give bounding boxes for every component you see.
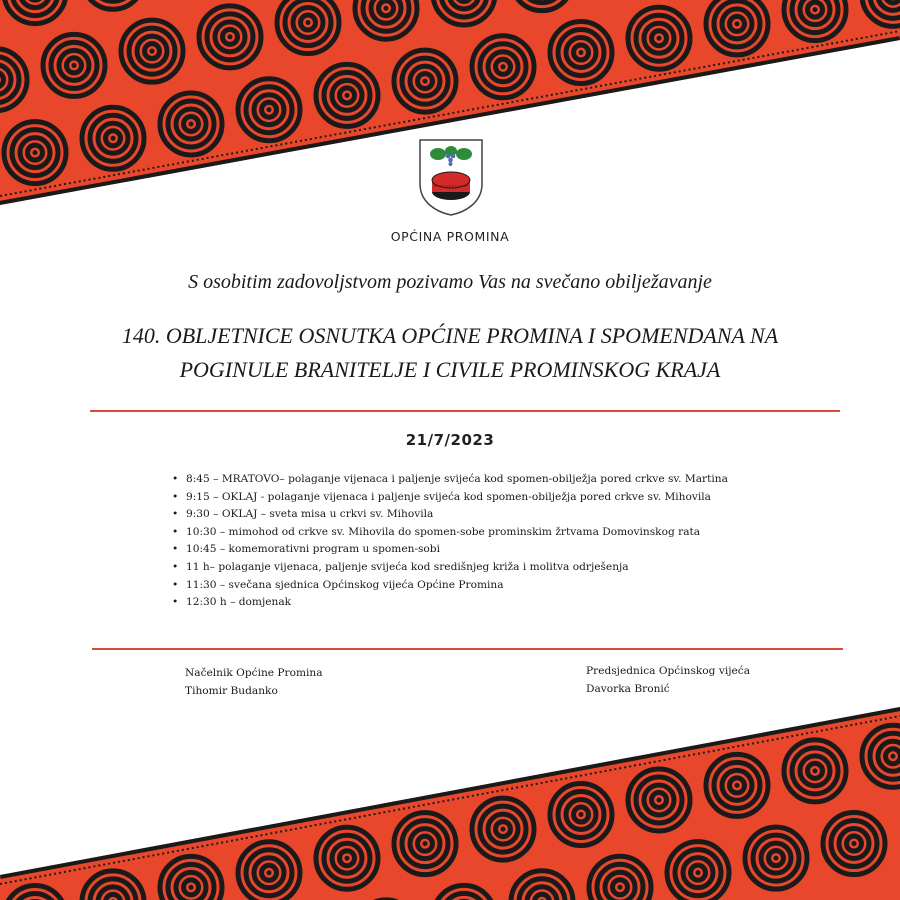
spiral-ornament bbox=[160, 856, 222, 900]
program-item: • 11 h– polaganje vijenaca, paljenje svijeća kod središnjeg križa i molitva odrješenja bbox=[172, 559, 728, 577]
program-item: • 12:30 h – domjenak bbox=[172, 594, 728, 612]
signature-mayor bbox=[185, 665, 323, 700]
signature-role: Načelnik Općine Promina bbox=[185, 667, 323, 679]
program-item: • 8:45 – MRATOVO– polaganje vijenaca i paljenje svijeća kod spomen-obilježja pored crkve sv. Martina bbox=[172, 471, 728, 489]
event-title bbox=[40, 319, 860, 387]
spiral-ornament bbox=[823, 813, 885, 875]
spiral-ornament bbox=[550, 22, 612, 84]
spiral-ornament bbox=[82, 107, 144, 169]
program-item: • 11:30 – svečana sjednica Općinskog vijeća Općine Promina bbox=[172, 577, 728, 595]
spiral-ornament bbox=[706, 754, 768, 816]
divider-top bbox=[90, 410, 840, 412]
spiral-ornament bbox=[745, 827, 807, 889]
signature-council-president bbox=[586, 663, 750, 698]
signature-name: Davorka Bronić bbox=[586, 682, 670, 695]
invitation-intro: S osobitim zadovoljstvom pozivamo Vas na svečano obilježavanje bbox=[188, 271, 712, 293]
program-item: • 9:30 – OKLAJ – sveta misa u crkvi sv. Mihovila bbox=[172, 506, 728, 524]
event-date: 21/7/2023 bbox=[405, 431, 495, 449]
spiral-ornament bbox=[199, 6, 261, 68]
spiral-ornament bbox=[4, 122, 66, 184]
spiral-ornament bbox=[550, 784, 612, 846]
program-item: • 10:30 – mimohod od crkve sv. Mihovila do spomen-sobe prominskim žrtvama Domovinskog rata bbox=[172, 524, 728, 542]
event-title-line-1: 140. OBLJETNICE OSNUTKA OPĆINE PROMINA I SPOMENDANA NA bbox=[121, 323, 779, 348]
spiral-ornament bbox=[394, 50, 456, 112]
signature-role: Predsjednica Općinskog vijeća bbox=[586, 665, 751, 677]
spiral-ornament bbox=[472, 36, 534, 98]
spiral-ornament bbox=[784, 740, 846, 802]
spiral-ornament bbox=[628, 769, 690, 831]
spiral-ornament bbox=[589, 856, 651, 900]
spiral-ornament bbox=[121, 20, 183, 82]
spiral-ornament bbox=[628, 7, 690, 69]
signature-name: Tihomir Budanko bbox=[185, 684, 278, 697]
spiral-ornament bbox=[394, 813, 456, 875]
program-item: • 9:15 – OKLAJ - polaganje vijenaca i paljenje svijeća kod spomen-obilježja pored crkve sv. Mihovila bbox=[172, 489, 728, 507]
spiral-ornament bbox=[316, 64, 378, 126]
spiral-ornament bbox=[43, 34, 105, 96]
spiral-ornament bbox=[238, 79, 300, 141]
coat-of-arms-icon bbox=[418, 138, 484, 216]
program-item: • 10:45 – komemorativni program u spomen-sobi bbox=[172, 541, 728, 559]
spiral-ornament bbox=[160, 93, 222, 155]
divider-bottom bbox=[92, 648, 843, 650]
spiral-ornament bbox=[316, 827, 378, 889]
program-list bbox=[172, 471, 728, 612]
municipality-name: OPĆINA PROMINA bbox=[390, 229, 510, 244]
event-title-line-2: POGINULE BRANITELJE I CIVILE PROMINSKOG KRAJA bbox=[179, 357, 721, 382]
spiral-ornament bbox=[472, 798, 534, 860]
